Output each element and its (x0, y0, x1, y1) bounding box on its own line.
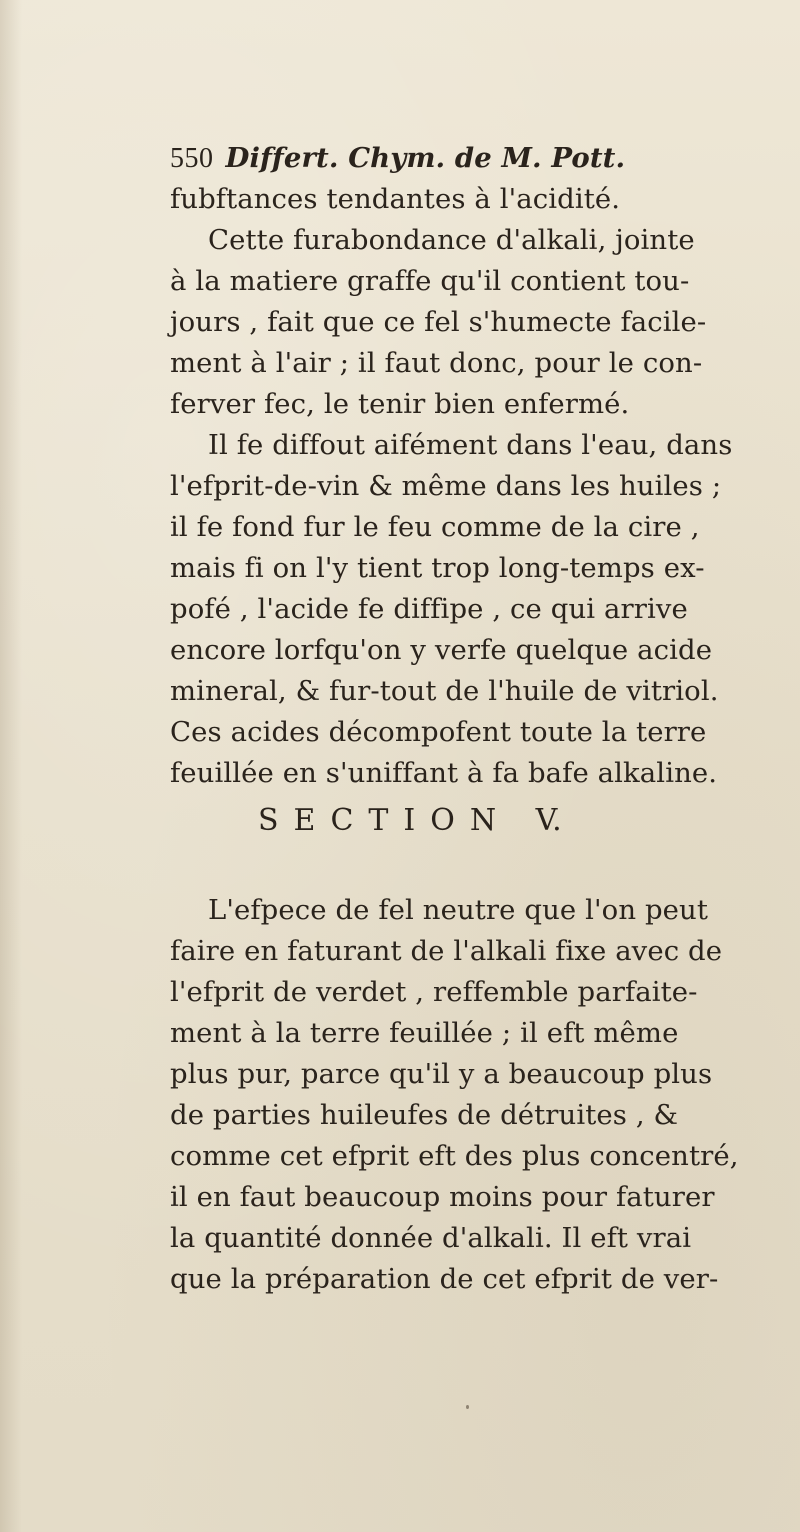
text-line: Cette furabondance d'alkali, jointe (208, 224, 695, 256)
text-line: l'efprit de verdet , reffemble parfaite- (170, 976, 698, 1008)
page-number: 550 (170, 143, 214, 174)
page-text (170, 138, 790, 1295)
text-line: la quantité donnée d'alkali. Il eft vrai (170, 1222, 692, 1254)
text-line: ment à l'air ; il faut donc, pour le con- (170, 347, 703, 379)
paragraph-continued (170, 179, 790, 425)
text-line: Il fe diffout aifément dans l'eau, dans (208, 429, 733, 461)
text-line: plus pur, parce qu'il y a beaucoup plus (170, 1058, 713, 1090)
section-heading (170, 796, 790, 846)
text-line: il fe fond fur le feu comme de la cire , (170, 511, 700, 543)
text-line: il en faut beaucoup moins pour faturer (170, 1181, 715, 1213)
running-title: Differt. Chym. de M. Pott. (225, 142, 626, 174)
text-line: encore lorfqu'on y verfe quelque acide (170, 634, 713, 666)
text-line: faire en faturant de l'alkali fixe avec de (170, 935, 723, 967)
section-numeral: V. (535, 803, 562, 838)
running-header (170, 138, 790, 179)
paragraph-properties (170, 425, 790, 794)
text-line: Ces acides décompofent toute la terre (170, 716, 707, 748)
text-line: ment à la terre feuillée ; il eft même (170, 1017, 679, 1049)
text-line: pofé , l'acide fe diffipe , ce qui arrive (170, 593, 688, 625)
text-line: feuillée en s'uniffant à fa bafe alkaline. (170, 757, 718, 789)
text-line: comme cet efprit eft des plus concentré, (170, 1140, 739, 1172)
text-line: que la préparation de cet efprit de ver- (170, 1263, 719, 1295)
text-line: l'efprit-de-vin & même dans les huiles ; (170, 470, 722, 502)
text-line: fubftances tendantes à l'acidité. (170, 183, 621, 215)
text-line: mais fi on l'y tient trop long-temps ex- (170, 552, 705, 584)
section-label: SECTION (258, 803, 512, 838)
paper-speck (466, 1405, 469, 1409)
text-line: mineral, & fur-tout de l'huile de vitriol. (170, 675, 719, 707)
text-line: L'efpece de fel neutre que l'on peut (208, 894, 709, 926)
paragraph-section-v (170, 890, 800, 1300)
text-line: de parties huileufes de détruites , & (170, 1099, 679, 1131)
text-line: à la matiere graffe qu'il contient tou- (170, 265, 690, 297)
text-line: jours , fait que ce fel s'humecte facile- (170, 306, 707, 338)
text-line: ferver fec, le tenir bien enfermé. (170, 388, 630, 420)
